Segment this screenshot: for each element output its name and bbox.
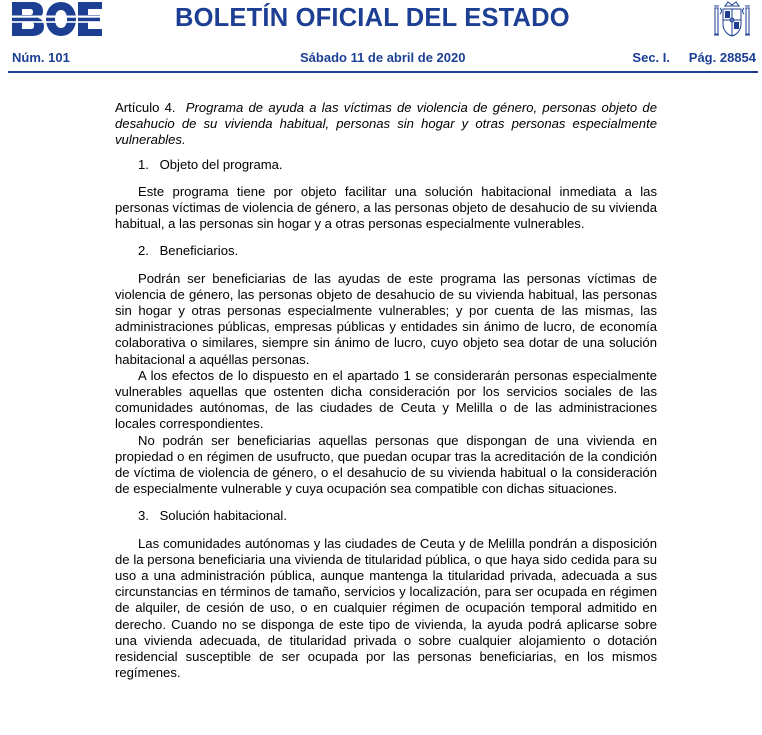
paragraph: No podrán ser beneficiarias aquellas personas que dispongan de una vivienda en propiedad o en régimen de usufructo, que puedan ocupar tras la acreditación de la condición de víctima de violencia de género, o el desahucio de su vivienda habitual o la consideración de especialmente vulnerable y cuya ocupación sea compatible con dichas situaciones. bbox=[115, 432, 657, 497]
issue-number: Núm. 101 bbox=[12, 50, 70, 65]
issue-page: Pág. 28854 bbox=[688, 50, 756, 65]
section-number: 1. bbox=[138, 156, 149, 172]
section-number: 3. bbox=[138, 508, 149, 524]
paragraph: Este programa tiene por objeto facilitar una solución habitacional inmediata a las personas víctimas de violencia de género, a las personas objeto de desahucio de su vivienda habitual, a las personas sin hogar y a otras personas especialmente vulnerables. bbox=[115, 183, 657, 232]
section-title: Solución habitacional. bbox=[159, 508, 287, 524]
article-body bbox=[115, 100, 657, 693]
section-title: Beneficiarios. bbox=[159, 243, 239, 259]
gazette-title: BOLETÍN OFICIAL DEL ESTADO bbox=[175, 4, 570, 32]
section-heading bbox=[115, 508, 657, 524]
section-heading bbox=[115, 157, 657, 173]
article-title: Programa de ayuda a las víctimas de violencia de género, personas objeto de desahucio de su vivienda habitual, personas sin hogar y otras personas especialmente vulnerables. bbox=[115, 100, 657, 148]
paragraph: Las comunidades autónomas y las ciudades de Ceuta y de Melilla pondrán a disposición de la persona beneficiaria una vivienda de titularidad pública, o que haya sido cedida para su uso a una administración pública, aunque mantenga la titularidad privada, adecuada a sus circunstancias en términos de tamaño, servicios y localización, para ser ocupada en régimen de alquiler, de cesión de uso, o en cualquier régimen de ocupación temporal admitido en derecho. Cuando no se disponga de este tipo de vivienda, la ayuda podrá aplicarse sobre una vivienda adecuada, de titularidad privada o sobre cualquier alojamiento o dotación residencial susceptible de ser ocupada por las personas beneficiarias, en los mismos regímenes. bbox=[115, 535, 657, 681]
paragraph: A los efectos de lo dispuesto en el apartado 1 se considerarán personas especialmente vulnerables aquellas que ostenten dicha consideración por los servicios sociales de las comunidades autónomas, de las ciudades de Ceuta y Melilla o de las administraciones locales correspondientes. bbox=[115, 367, 657, 432]
section-heading bbox=[115, 243, 657, 259]
issue-date: Sábado 11 de abril de 2020 bbox=[300, 50, 466, 65]
section-title: Objeto del programa. bbox=[159, 156, 283, 172]
paragraph: Podrán ser beneficiarias de las ayudas de este programa las personas víctimas de violencia de género, las personas objeto de desahucio de su vivienda habitual, las personas sin hogar y otras personas especialmente vulnerables; y por cuenta de las mismas, las administraciones públicas, empresas públicas y entidades sin ánimo de lucro, de economía colaborativa o similares, siempre sin ánimo de lucro, cuyo objeto sea dotar de una solución habitacional a aquéllas personas. bbox=[115, 270, 657, 367]
header-divider bbox=[8, 71, 758, 73]
boe-logo bbox=[12, 2, 102, 36]
section-number: 2. bbox=[138, 243, 149, 259]
masthead bbox=[0, 0, 762, 42]
issue-bar bbox=[8, 50, 756, 70]
article-number: Artículo 4. bbox=[115, 100, 176, 115]
article-heading bbox=[115, 100, 657, 149]
coat-of-arms-icon bbox=[712, 0, 752, 40]
issue-section: Sec. I. bbox=[632, 50, 670, 65]
